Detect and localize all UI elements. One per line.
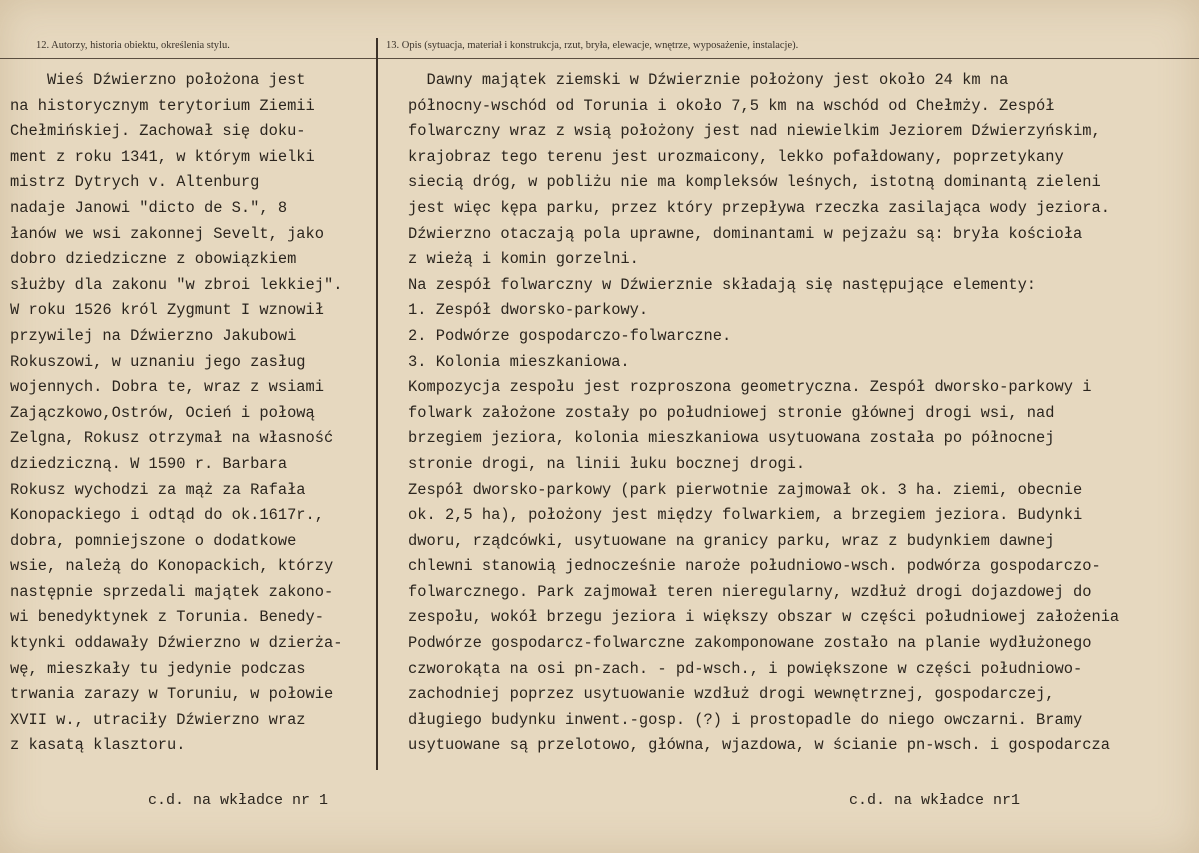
text-line: Zelgna, Rokusz otrzymał na własność (10, 429, 334, 448)
text-line: siecią dróg, w pobliżu nie ma kompleksów leśnych, istotną dominantą zieleni (408, 173, 1101, 192)
text-line: przywilej na Dźwierzno Jakubowi (10, 326, 297, 345)
header-rule (0, 58, 1199, 59)
text-line: Zespół dworsko-parkowy (park pierwotnie zajmował ok. 3 ha. ziemi, obecnie (408, 480, 1083, 499)
text-line: ok. 2,5 ha), położony jest między folwarkiem, a brzegiem jeziora. Budynki (408, 506, 1083, 525)
continuation-note-left: c.d. na wkładce nr 1 (148, 792, 329, 809)
text-line: Zajączkowo,Ostrów, Ocień i połową (10, 403, 315, 422)
text-line: usytuowane są przelotowo, główna, wjazdowa, w ścianie pn-wsch. i gospodarcza (408, 736, 1110, 755)
text-line: zespołu, wokół brzegu jeziora i większy obszar w części południowej założenia (408, 608, 1120, 627)
text-line: nadaje Janowi "dicto de S.", 8 (10, 198, 288, 217)
history-text-column (10, 68, 385, 759)
text-line: W roku 1526 król Zygmunt I wznowił (10, 301, 325, 320)
text-line: dobra, pomniejszone o dodatkowe (10, 531, 297, 550)
text-line: wsie, należą do Konopackich, którzy (10, 557, 334, 576)
text-line: folwarczny wraz z wsią położony jest nad niewielkim Jeziorem Dźwierzyńskim, (408, 122, 1101, 141)
text-line: wę, mieszkały tu jedynie podczas (10, 659, 306, 678)
text-line: folwarcznego. Park zajmował teren nieregularny, wzdłuż drogi dojazdowej do (408, 582, 1092, 601)
continuation-note-right: c.d. na wkładce nr1 (849, 792, 1021, 809)
text-line: Dawny majątek ziemski w Dźwierznie położony jest około 24 km na (408, 71, 1009, 89)
text-line: Kompozycja zespołu jest rozproszona geometryczna. Zespół dworsko-parkowy i (408, 378, 1092, 397)
text-line: stronie drogi, na linii łuku bocznej drogi. (408, 454, 806, 473)
text-line: Dźwierzno otaczają pola uprawne, dominantami w pejzażu są: bryła kościoła (408, 224, 1083, 243)
text-line: Rokuszowi, w uznaniu jego zasług (10, 352, 306, 371)
text-line: 3. Kolonia mieszkaniowa. (408, 352, 630, 371)
text-line: XVII w., utraciły Dźwierzno wraz (10, 710, 306, 729)
text-line: 2. Podwórze gospodarczo-folwarczne. (408, 326, 732, 345)
text-line: wi benedyktynek z Torunia. Benedy- (10, 608, 325, 627)
text-line: dziedziczną. W 1590 r. Barbara (10, 454, 288, 473)
text-line: trwania zarazy w Toruniu, w połowie (10, 685, 334, 704)
text-line: Na zespół folwarczny w Dźwierznie składają się następujące elementy: (408, 275, 1037, 294)
text-line: wojennych. Dobra te, wraz z wsiami (10, 378, 325, 397)
text-line: z kasatą klasztoru. (10, 736, 186, 755)
description-text-column (408, 68, 1198, 759)
text-line: Rokusz wychodzi za mąż za Rafała (10, 480, 306, 499)
text-line: zachodniej poprzez usytuowanie wzdłuż drogi wewnętrznej, gospodarczej, (408, 685, 1055, 704)
text-line: jest więc kępa parku, przez który przepływa rzeczka zasilająca wody jeziora. (408, 198, 1110, 217)
text-line: Chełmińskiej. Zachował się doku- (10, 122, 306, 141)
text-line: 1. Zespół dworsko-parkowy. (408, 301, 649, 320)
text-line: służby dla zakonu "w zbroi lekkiej". (10, 275, 343, 294)
text-line: na historycznym terytorium Ziemii (10, 96, 315, 115)
text-line: brzegiem jeziora, kolonia mieszkaniowa usytuowana została po północnej (408, 429, 1055, 448)
text-line: mistrz Dytrych v. Altenburg (10, 173, 260, 192)
section-13-header: 13. Opis (sytuacja, materiał i konstrukcja, rzut, bryła, elewacje, wnętrze, wyposażenie, instalacje). (386, 40, 799, 51)
text-line: Podwórze gospodarcz-folwarczne zakomponowane zostało na planie wydłużonego (408, 634, 1092, 653)
text-line: folwark założone zostały po południowej stronie głównej drogi wsi, nad (408, 403, 1055, 422)
section-12-header: 12. Autorzy, historia obiektu, określenia stylu. (36, 40, 230, 51)
text-line: dobro dziedziczne z obowiązkiem (10, 250, 297, 269)
text-line: z wieżą i komin gorzelni. (408, 250, 639, 269)
text-line: długiego budynku inwent.-gosp. (?) i prostopadle do niego owczarni. Bramy (408, 710, 1083, 729)
text-line: chlewni stanowią jednocześnie naroże południowo-wsch. podwórza gospodarczo- (408, 557, 1101, 576)
text-line: dworu, rządcówki, usytuowane na granicy parku, wraz z budynkiem dawnej (408, 531, 1055, 550)
text-line: ktynki oddawały Dźwierzno w dzierża- (10, 634, 343, 653)
text-line: północny-wschód od Torunia i około 7,5 km na wschód od Chełmży. Zespół (408, 96, 1055, 115)
text-line: Konopackiego i odtąd do ok.1617r., (10, 506, 325, 525)
text-line: Wieś Dźwierzno położona jest (10, 71, 306, 89)
text-line: krajobraz tego terenu jest urozmaicony, lekko pofałdowany, poprzetykany (408, 147, 1064, 166)
text-line: ment z roku 1341, w którym wielki (10, 147, 315, 166)
text-line: następnie sprzedali majątek zakono- (10, 582, 334, 601)
text-line: łanów we wsi zakonnej Sevelt, jako (10, 224, 325, 243)
text-line: czworokąta na osi pn-zach. - pd-wsch., i powiększone w części południowo- (408, 659, 1083, 678)
